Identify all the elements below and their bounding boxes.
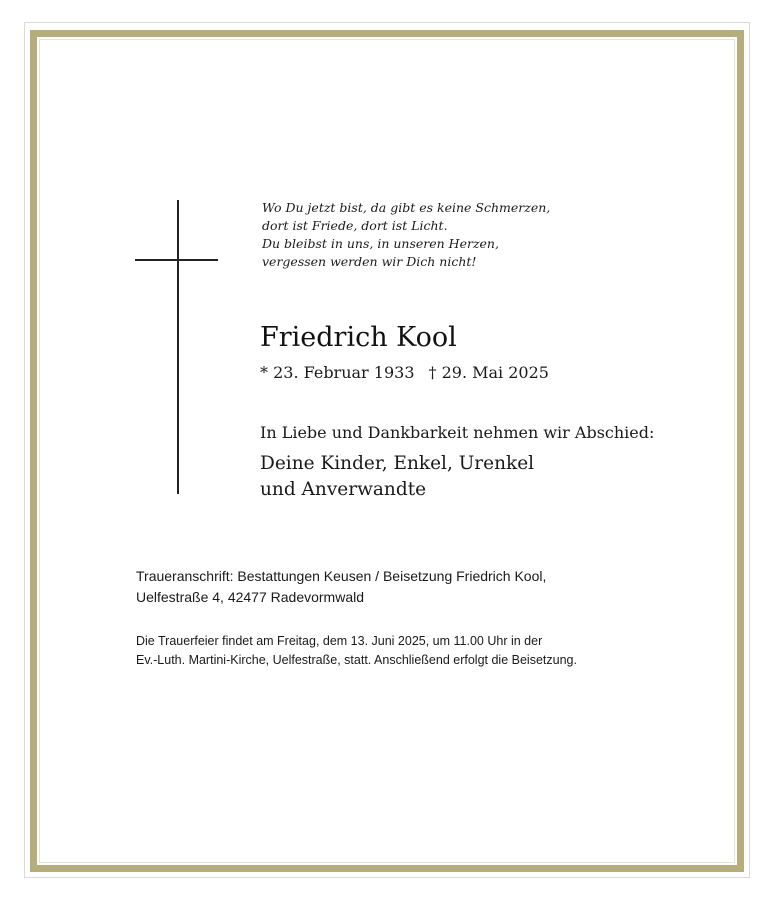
death-date: † 29. Mai 2025: [428, 363, 549, 382]
farewell-text: In Liebe und Dankbarkeit nehmen wir Abschied:: [260, 423, 655, 442]
address-line: Uelfestraße 4, 42477 Radevormwald: [136, 589, 365, 605]
life-dates: [260, 362, 549, 384]
address-line: Traueranschrift: Bestattungen Keusen / Beisetzung Friedrich Kool,: [136, 568, 547, 584]
poem-line: Du bleibst in uns, in unseren Herzen,: [262, 236, 499, 251]
poem-line: vergessen werden wir Dich nicht!: [262, 254, 477, 269]
ceremony-line: Ev.-Luth. Martini-Kirche, Uelfestraße, statt. Anschließend erfolgt die Beisetzung.: [136, 653, 577, 667]
poem-line: dort ist Friede, dort ist Licht.: [262, 218, 448, 233]
cross-horizontal-bar: [135, 259, 218, 261]
family-names: [260, 451, 534, 503]
family-line: und Anverwandte: [260, 479, 427, 500]
ceremony-info: [136, 632, 577, 670]
birth-date: * 23. Februar 1933: [260, 363, 415, 382]
deceased-name: Friedrich Kool: [260, 322, 457, 353]
poem: [262, 199, 582, 271]
family-line: Deine Kinder, Enkel, Urenkel: [260, 453, 535, 474]
cross-vertical-bar: [177, 200, 179, 494]
poem-line: Wo Du jetzt bist, da gibt es keine Schmerzen,: [262, 200, 551, 215]
mourning-address: [136, 566, 546, 608]
ceremony-line: Die Trauerfeier findet am Freitag, dem 13. Juni 2025, um 11.00 Uhr in der: [136, 634, 543, 648]
